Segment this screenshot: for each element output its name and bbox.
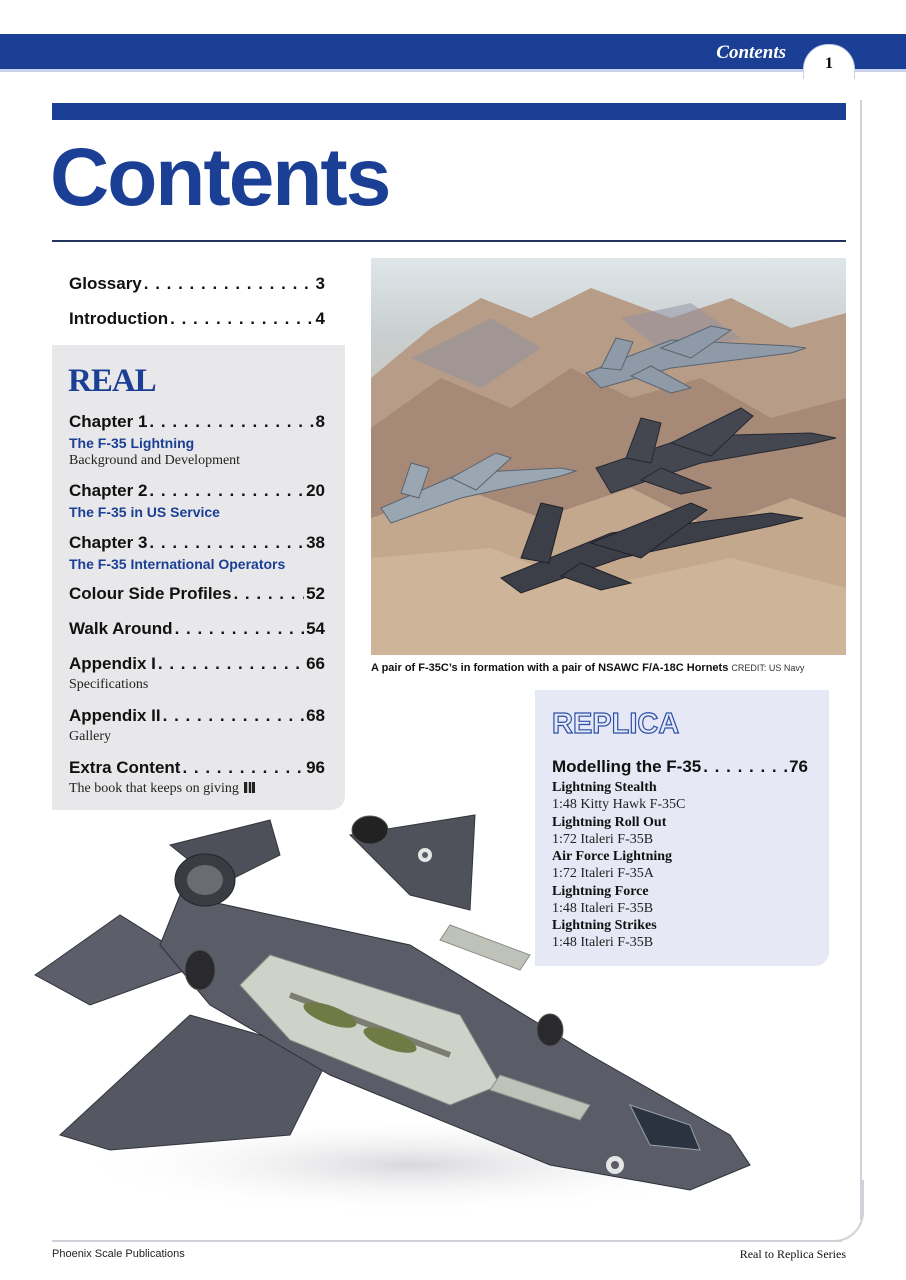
formation-photo <box>371 258 846 655</box>
toc-page: 68 <box>306 706 325 725</box>
toc-leader <box>149 481 304 501</box>
toc-page: 38 <box>306 533 325 552</box>
toc-entry-extra-content[interactable] <box>69 758 325 778</box>
toc-page: 66 <box>306 654 325 673</box>
toc-leader <box>149 533 304 553</box>
header-underline <box>0 69 906 72</box>
scale-model-image <box>30 805 770 1225</box>
footer-series: Real to Replica Series <box>739 1247 846 1261</box>
toc-leader <box>158 654 304 674</box>
build-title: Air Force Lightning <box>552 849 673 864</box>
extra-content-description <box>69 781 255 797</box>
toc-leader <box>149 412 313 432</box>
toc-entry-appendix-2[interactable] <box>69 706 325 726</box>
toc-label: Modelling the F-35 <box>552 757 702 776</box>
real-heading: REAL <box>68 363 156 399</box>
toc-page: 20 <box>306 481 325 500</box>
toc-label: Colour Side Profiles <box>69 584 232 603</box>
toc-label: Introduction <box>69 309 169 328</box>
toc-entry-glossary[interactable] <box>69 274 325 294</box>
toc-leader <box>703 757 787 777</box>
toc-entry-chapter-3[interactable] <box>69 533 325 553</box>
scale-model-illustration <box>30 805 770 1225</box>
toc-entry-appendix-1[interactable] <box>69 654 325 674</box>
toc-leader <box>144 274 314 294</box>
toc-page: 52 <box>306 584 325 603</box>
toc-leader <box>182 758 304 778</box>
page-frame-bottom <box>52 1240 842 1242</box>
toc-label: Chapter 1 <box>69 412 148 431</box>
photo-caption <box>371 662 804 674</box>
chapter-1-subtitle: The F-35 Lightning <box>69 435 195 451</box>
caption-text: A pair of F-35C’s in formation with a pair of NSAWC F/A-18C Hornets <box>371 662 729 674</box>
toc-page: 4 <box>315 309 325 328</box>
toc-leader <box>233 584 304 604</box>
toc-entry-chapter-1[interactable] <box>69 412 325 432</box>
build-title: Lightning Stealth <box>552 780 657 795</box>
toc-page: 3 <box>315 274 325 293</box>
page-number: 1 <box>803 44 855 79</box>
chapter-1-description: Background and Development <box>69 453 241 468</box>
toc-label: Appendix I <box>69 654 156 673</box>
page-title: Contents <box>50 132 390 223</box>
page-frame-right <box>860 100 862 1220</box>
build-kit: 1:72 Italeri F-35A <box>552 866 654 881</box>
toc-page: 76 <box>789 757 808 776</box>
toc-leader <box>170 309 313 329</box>
chapter-2-subtitle: The F-35 in US Service <box>69 504 220 520</box>
toc-page: 96 <box>306 758 325 777</box>
toc-page: 54 <box>306 619 325 638</box>
page-frame-corner <box>820 1180 864 1242</box>
build-kit: 1:72 Italeri F-35B <box>552 832 654 847</box>
toc-entry-introduction[interactable] <box>69 309 325 329</box>
toc-label: Appendix II <box>69 706 161 725</box>
title-bar <box>52 103 846 120</box>
running-header: Contents <box>716 42 786 63</box>
toc-leader <box>163 706 304 726</box>
toc-page: 8 <box>315 412 325 431</box>
title-rule <box>52 240 846 242</box>
build-kit: 1:48 Italeri F-35B <box>552 935 654 950</box>
appendix-2-description: Gallery <box>69 729 111 744</box>
toc-label: Chapter 2 <box>69 481 148 500</box>
toc-entry-walk-around[interactable] <box>69 619 325 639</box>
toc-entry-modelling-the-f35[interactable] <box>552 757 808 777</box>
qr-code-icon[interactable] <box>244 782 255 793</box>
toc-label: Glossary <box>69 274 142 293</box>
build-kit: 1:48 Kitty Hawk F-35C <box>552 797 686 812</box>
toc-label: Extra Content <box>69 758 181 777</box>
toc-entry-chapter-2[interactable] <box>69 481 325 501</box>
toc-leader <box>175 619 305 639</box>
photo-credit: CREDIT: US Navy <box>731 663 805 673</box>
formation-photo-illustration <box>371 258 846 655</box>
build-kit: 1:48 Italeri F-35B <box>552 901 654 916</box>
extra-content-text: The book that keeps on giving <box>69 781 239 796</box>
build-title: Lightning Force <box>552 884 649 899</box>
chapter-3-subtitle: The F-35 International Operators <box>69 556 286 572</box>
appendix-1-description: Specifications <box>69 677 149 692</box>
toc-label: Chapter 3 <box>69 533 148 552</box>
build-title: Lightning Strikes <box>552 918 657 933</box>
footer-publisher: Phoenix Scale Publications <box>52 1248 185 1260</box>
toc-entry-colour-side-profiles[interactable] <box>69 584 325 604</box>
build-title: Lightning Roll Out <box>552 815 667 830</box>
toc-label: Walk Around <box>69 619 173 638</box>
replica-heading: REPLICA <box>552 708 680 740</box>
